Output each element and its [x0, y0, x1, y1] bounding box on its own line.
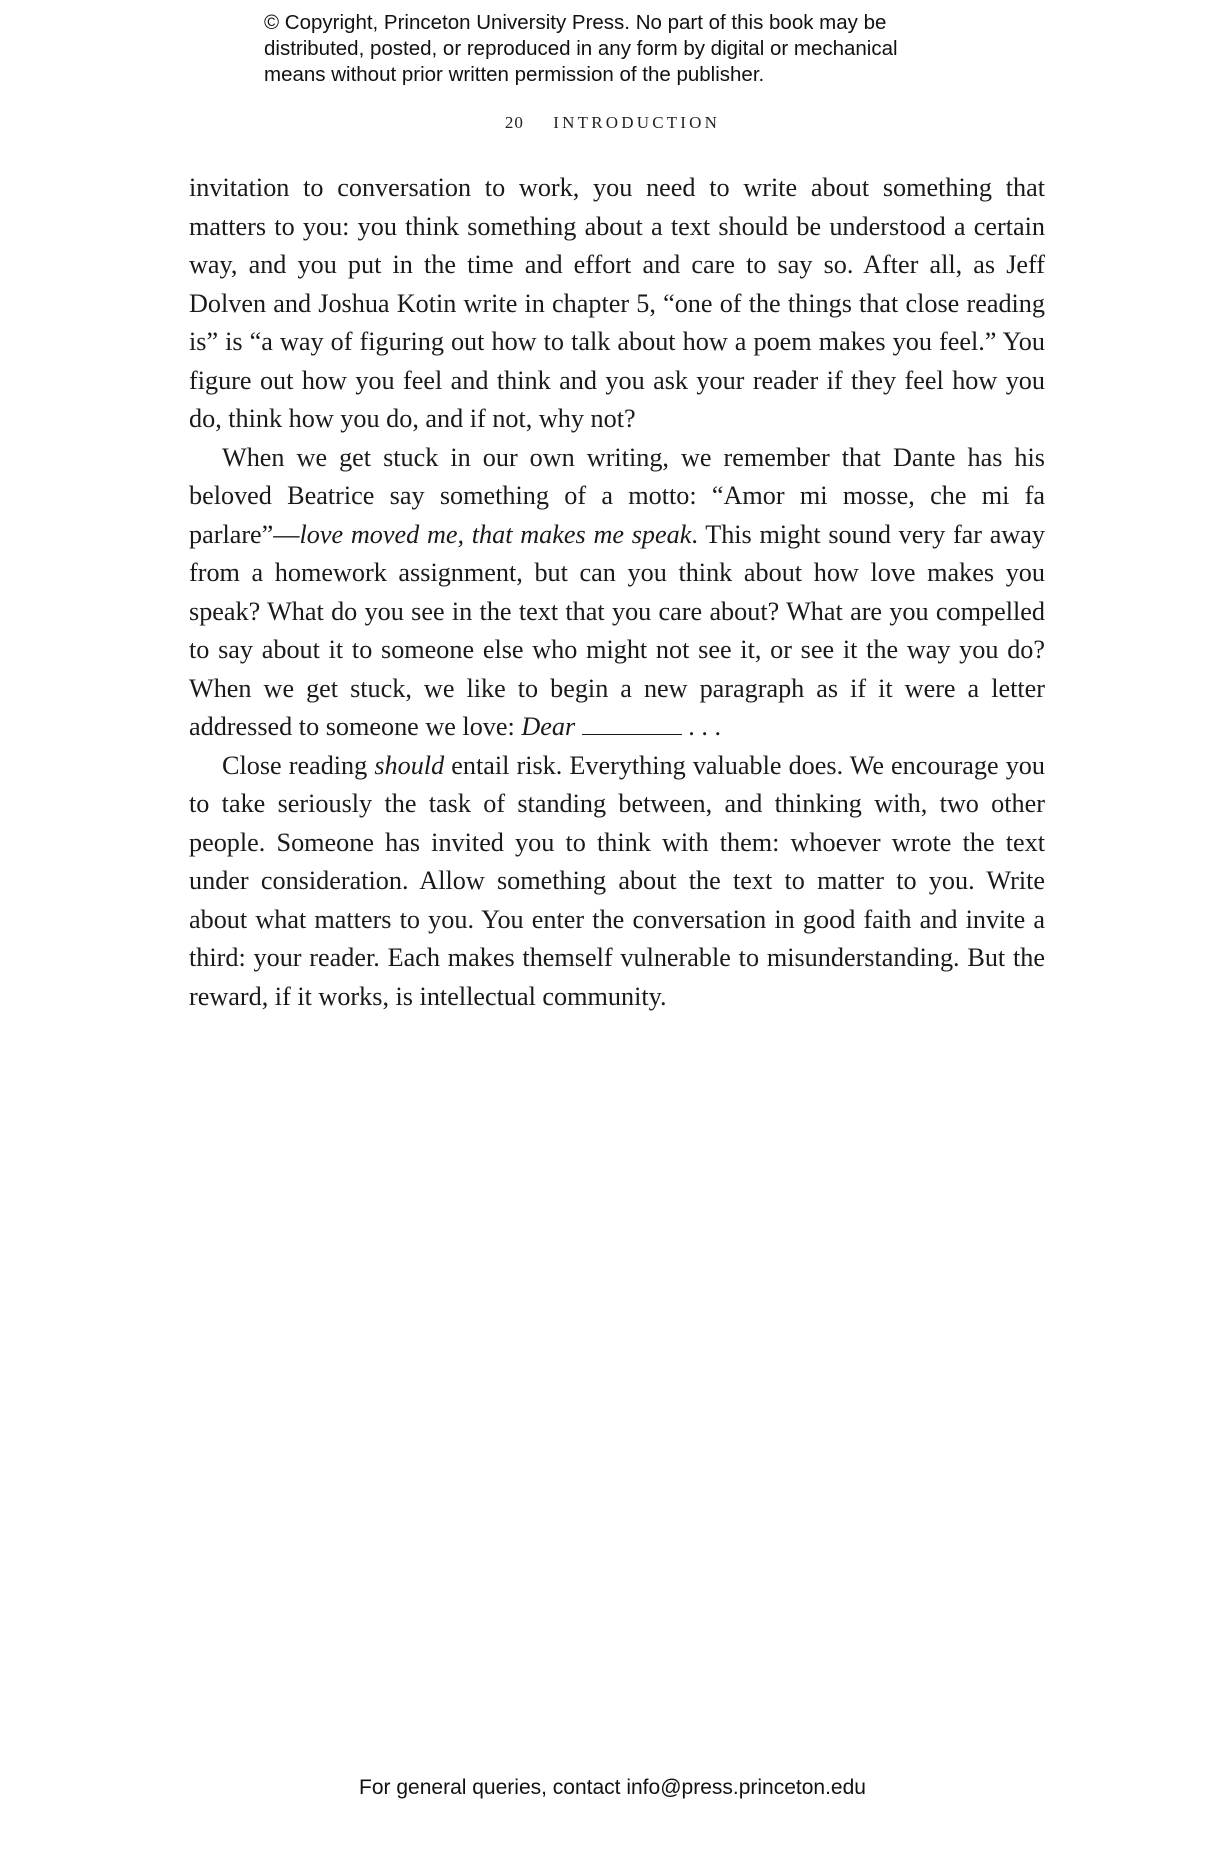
paragraph-text: invitation to conversation to work, you need to write about something that matters to you: you think something about a text should be understood a certain way, and you put in the time and effort and care to say so. After all, as Jeff Dolven and Joshua Kotin write in chapter 5, “one of the things that close reading is” is “a way of figuring out how to talk about how a poem makes you feel.” You figure out how you feel and think and you ask your reader if they feel how you do, think how you do, and if not, why not? — [189, 173, 1045, 433]
paragraph-text: entail risk. Everything valuable does. We encourage you to take seriously the task of standing between, and thinking with, two other people. Someone has invited you to think with them: whoever wrote the text under consideration. Allow something about the text to matter to you. Write about what matters to you. You enter the conversation in good faith and invite a third: your reader. Each makes themself vulnerable to misunderstanding. But the reward, if it works, is intellectual community. — [189, 750, 1045, 1011]
copyright-line: means without prior written permission of the publisher. — [264, 63, 765, 86]
running-head — [0, 113, 1225, 133]
copyright-line: © Copyright, Princeton University Press. No part of this book may be — [264, 11, 887, 34]
footer-contact: For general queries, contact info@press.princeton.edu — [359, 1776, 866, 1799]
paragraph-text: Close reading — [222, 750, 375, 780]
paragraph — [189, 439, 1045, 747]
copyright-notice — [264, 10, 1024, 88]
paragraph — [189, 169, 1045, 439]
paragraph — [189, 747, 1045, 1017]
italic-phrase: love moved me, that makes me speak — [299, 519, 692, 549]
italic-word: should — [374, 750, 445, 780]
fill-in-blank — [582, 714, 682, 735]
body-text — [189, 169, 1045, 1016]
italic-word: Dear — [521, 712, 576, 741]
paragraph-text: . This might sound very far away from a homework assignment, but can you think about how love makes you speak? What do you see in the text that you care about? What are you compelled to say about it to someone else who might not see it, or see it the way you do? When we get stuck, we like to begin a new paragraph as if it were a letter addressed to someone we love: — [189, 519, 1046, 741]
ellipsis: . . . — [681, 712, 721, 741]
paragraph-text: When we get stuck in our own writing, we remember that Dante has his beloved Beatrice say something of a motto: “Amor mi mosse, che mi fa parlare”— — [189, 442, 1045, 549]
chapter-title: INTRODUCTION — [553, 113, 721, 132]
copyright-line: distributed, posted, or reproduced in any form by digital or mechanical — [264, 37, 898, 60]
page-number: 20 — [504, 113, 524, 132]
